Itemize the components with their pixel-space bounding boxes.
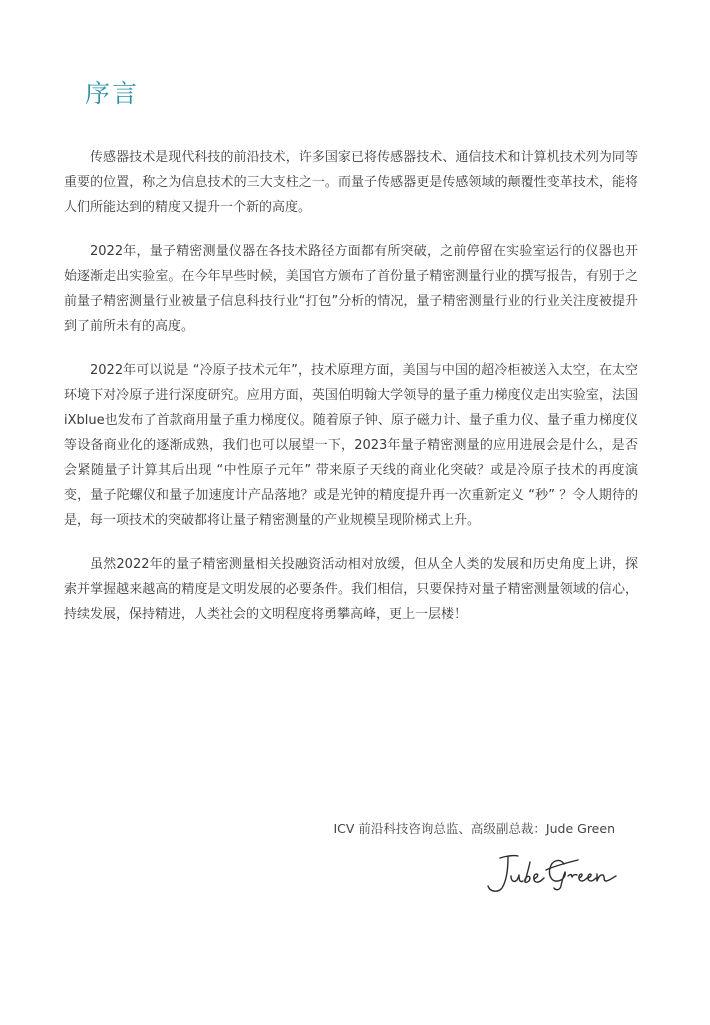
handwritten-signature <box>478 850 628 896</box>
page-title: 序言 <box>85 79 140 108</box>
paragraph-3: 2022年可以说是 “冷原子技术元年”，技术原理方面，美国与中国的超冷柜被送入太空，在太空环境下对冷原子进行深度研究。应用方面，英国伯明翰大学领导的量子重力梯度仪走出实验室，法国iXblue也发布了首款商用量子重力梯度仪。随着原子钟、原子磁力计、量子重力仪、量子重力梯度仪等设备商业化的逐渐成熟，我们也可以展望一下，2023年量子精密测量的应用进展会是什么，是否会紧随量子计算其后出现 “中性原子元年” 带来原子天线的商业化突破？或是冷原子技术的再度演变，量子陀螺仪和量子加速度计产品落地？或是光钟的精度提升再一次重新定义 “秒” ？令人期待的是，每一项技术的突破都将让量子精密测量的产业规模呈现阶梯式上升。 <box>64 363 638 528</box>
paragraph-1: 传感器技术是现代科技的前沿技术，许多国家已将传感器技术、通信技术和计算机技术列为同等重要的位置，称之为信息技术的三大支柱之一。而量子传感器更是传感领域的颠覆性变革技术，能将人们所能达到的精度又提升一个新的高度。 <box>64 150 638 215</box>
paragraph-4: 虽然2022年的量子精密测量相关投融资活动相对放缓，但从全人类的发展和历史角度上讲，探索并掌握越来越高的精度是文明发展的必要条件。我们相信，只要保持对量子精密测量领域的信心，持续发展，保持精进，人类社会的文明程度将勇攀高峰，更上一层楼！ <box>64 557 638 622</box>
paragraph-2: 2022年，量子精密测量仪器在各技术路径方面都有所突破，之前停留在实验室运行的仪器也开始逐渐走出实验室。在今年早些时候，美国官方颁布了首份量子精密测量行业的撰写报告，有别于之前量子精密测量行业被量子信息科技行业“打包”分析的情况，量子精密测量行业的行业关注度被提升到了前所未有的高度。 <box>64 244 638 334</box>
signature-attribution: ICV 前沿科技咨询总监、高级副总裁：Jude Green <box>333 821 615 836</box>
preface-body <box>64 145 638 646</box>
